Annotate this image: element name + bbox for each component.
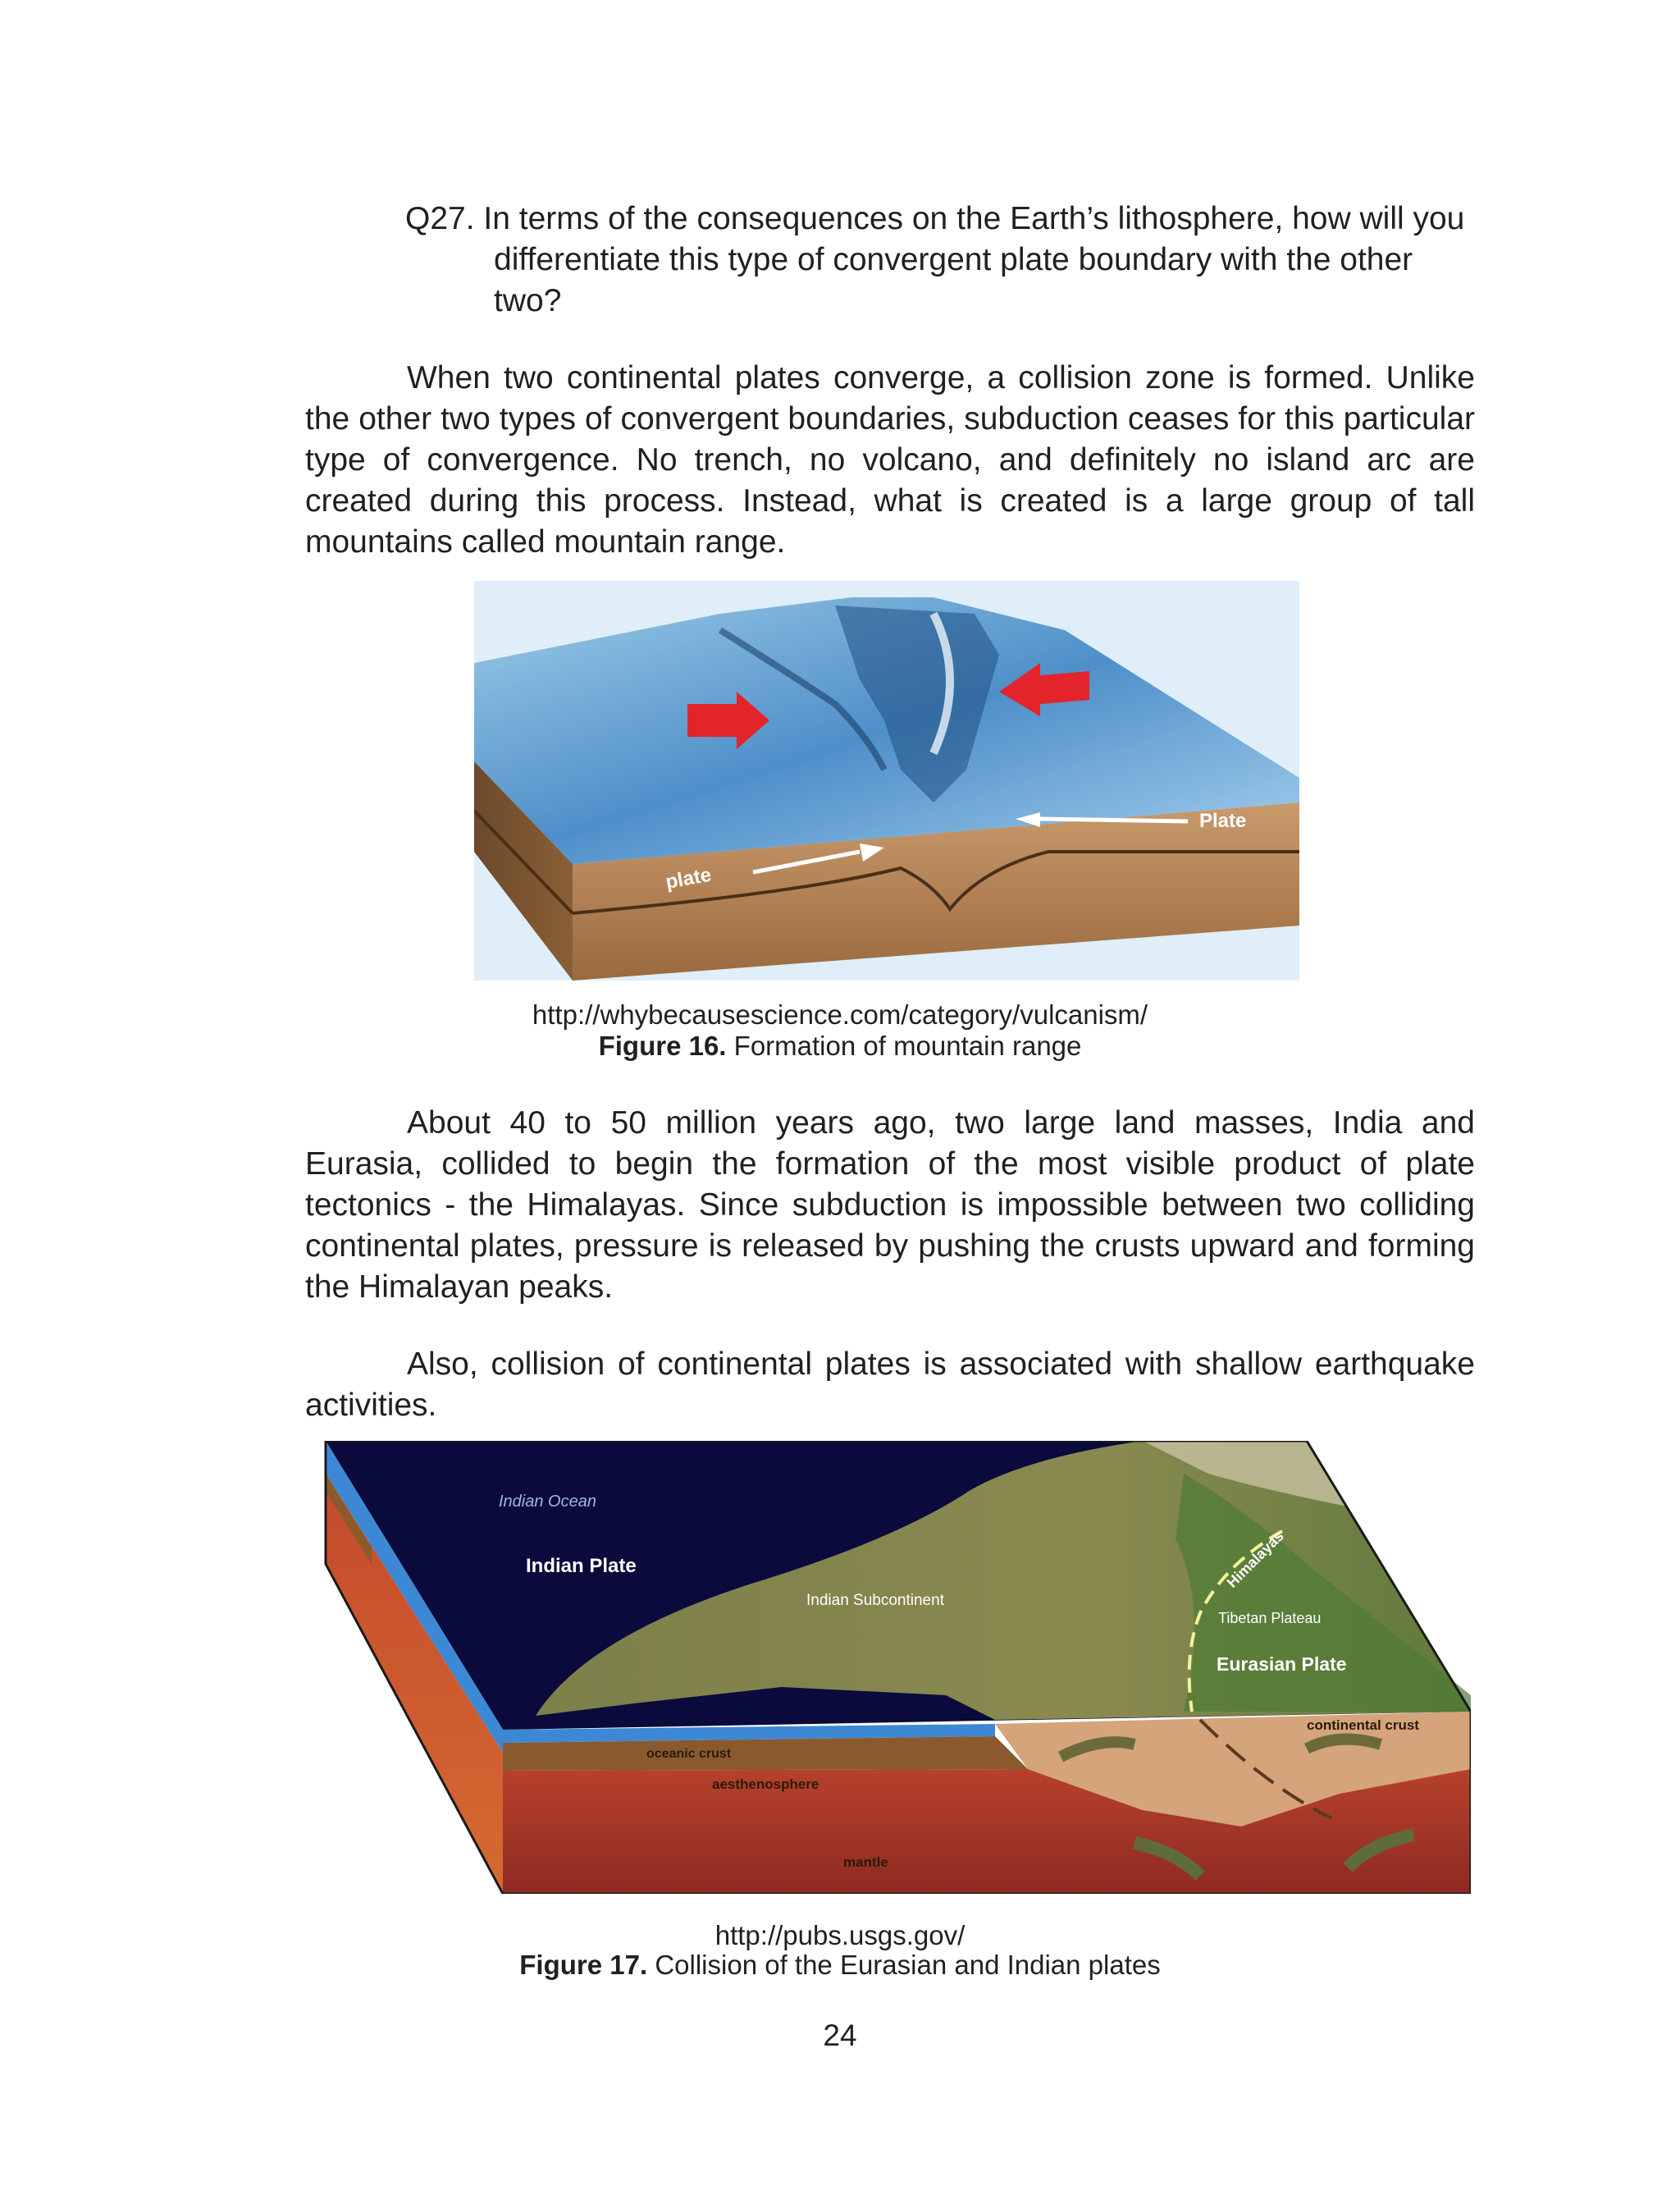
question-text bbox=[405, 199, 1472, 322]
figure-16-label-left-plate: plate bbox=[664, 863, 714, 894]
paragraph-collision-zone: When two continental plates converge, a collision zone is formed. Unlike the other two types of convergent boundaries, subduction ceases for this particular type of convergence. No trench, no volcano, and definitely no island arc are created during this process. Instead, what is created is a large group of tall mountains called mountain range. bbox=[305, 360, 1475, 560]
figure-16-label: Figure 16. bbox=[598, 1031, 727, 1061]
figure-17-caption bbox=[0, 1950, 1680, 1981]
question-body: In terms of the consequences on the Earth’s lithosphere, how will you differentiate this type of convergent plate boundary with the other two? bbox=[483, 201, 1465, 318]
figure-17-label-mantle: mantle bbox=[843, 1854, 888, 1870]
figure-17-source: http://pubs.usgs.gov/ bbox=[714, 1920, 966, 1950]
paragraph-himalayas: About 40 to 50 million years ago, two large land masses, India and Eurasia, collided to begin the formation of the most visible product of plate tectonics - the Himalayas. Since subduction is impossible between two colliding continental plates, pressure is released by pushing the crusts upward and forming the Himalayan peaks. bbox=[305, 1105, 1475, 1305]
figure-17-label-oceanic-crust: oceanic crust bbox=[646, 1747, 732, 1761]
figure-16-caption-text: Formation of mountain range bbox=[733, 1031, 1082, 1061]
figure-17-caption-text: Collision of the Eurasian and Indian plates bbox=[655, 1950, 1161, 1980]
paragraph-earthquakes: Also, collision of continental plates is associated with shallow earthquake activities. bbox=[305, 1346, 1475, 1423]
figure-16-label-right-plate: Plate bbox=[1199, 810, 1247, 832]
figure-17-label-indian-ocean: Indian Ocean bbox=[499, 1493, 596, 1511]
figure-17-label-tibetan-plateau: Tibetan Plateau bbox=[1218, 1610, 1322, 1626]
figure-17-image bbox=[322, 1441, 1471, 1894]
question-number: Q27. bbox=[405, 201, 475, 236]
figure-17-label: Figure 17. bbox=[519, 1950, 648, 1980]
figure-17-label-eurasian-plate: Eurasian Plate bbox=[1217, 1653, 1347, 1675]
figure-17-label-himalayas: Himalayas bbox=[1223, 1527, 1287, 1591]
question-block bbox=[405, 199, 1472, 322]
figure-17-label-indian-plate: Indian Plate bbox=[526, 1555, 637, 1577]
page-number: 24 bbox=[823, 2019, 857, 2052]
figure-17-label-aesthenosphere: aesthenosphere bbox=[712, 1776, 819, 1792]
figure-16-caption bbox=[0, 1031, 1680, 1062]
figure-16-image bbox=[474, 581, 1299, 981]
figure-17-label-continental-crust: continental crust bbox=[1307, 1717, 1419, 1733]
figure-16-source: http://whybecausescience.com/category/vulcanism/ bbox=[532, 999, 1148, 1030]
figure-17-label-indian-subcontinent: Indian Subcontinent bbox=[806, 1592, 944, 1609]
